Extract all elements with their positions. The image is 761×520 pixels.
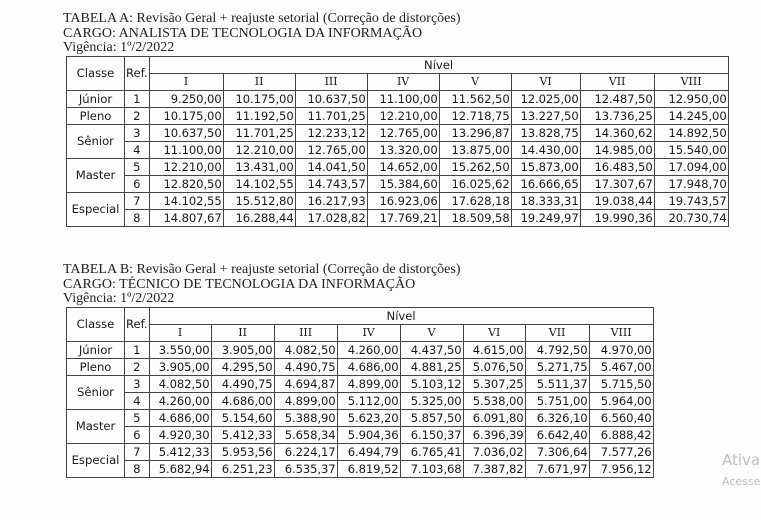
salary-cell: 3.905,00 [149, 358, 211, 375]
table-a-title: TABELA A: Revisão Geral + reajuste setorial (Correção de distorções) [63, 11, 461, 26]
salary-cell: 13.431,00 [223, 158, 295, 175]
salary-cell: 16.025,62 [439, 175, 511, 192]
level-header: II [223, 73, 295, 90]
level-header: VIII [589, 324, 653, 341]
salary-cell: 15.262,50 [439, 158, 511, 175]
class-cell: Sênior [67, 375, 125, 409]
salary-cell: 4.899,00 [274, 392, 337, 409]
salary-cell: 14.892,50 [654, 124, 728, 141]
salary-cell: 11.701,25 [295, 107, 367, 124]
table-row [67, 443, 654, 460]
salary-cell: 5.103,12 [400, 375, 463, 392]
table-a-vigencia: Vigência: 1º/2/2022 [63, 40, 175, 55]
table-row [67, 460, 654, 477]
ref-cell: 7 [125, 443, 150, 460]
classe-header: Classe [67, 56, 125, 90]
salary-cell: 14.102,55 [223, 175, 295, 192]
salary-cell: 6.251,23 [211, 460, 274, 477]
class-cell: Master [67, 158, 125, 192]
salary-cell: 10.175,00 [223, 90, 295, 107]
salary-cell: 11.701,25 [223, 124, 295, 141]
table-row [67, 358, 654, 375]
salary-cell: 19.743,57 [654, 192, 728, 209]
salary-cell: 5.112,00 [337, 392, 400, 409]
salary-cell: 12.487,50 [580, 90, 654, 107]
salary-cell: 10.637,50 [295, 90, 367, 107]
ref-cell: 3 [125, 124, 150, 141]
salary-cell: 16.217,93 [295, 192, 367, 209]
salary-cell: 5.682,94 [149, 460, 211, 477]
ref-cell: 7 [125, 192, 150, 209]
watermark-line-2: Acesse [722, 475, 761, 488]
salary-cell: 6.494,79 [337, 443, 400, 460]
salary-cell: 6.396,39 [463, 426, 525, 443]
table-b-body [67, 307, 654, 477]
table-row [67, 392, 654, 409]
ref-cell: 8 [125, 209, 150, 226]
table-b-vigencia: Vigência: 1º/2/2022 [63, 291, 175, 306]
ref-cell: 6 [125, 175, 150, 192]
table-row [67, 124, 729, 141]
table-row [67, 90, 729, 107]
salary-cell: 5.154,60 [211, 409, 274, 426]
salary-cell: 6.819,52 [337, 460, 400, 477]
level-header: I [149, 73, 223, 90]
salary-cell: 10.637,50 [149, 124, 223, 141]
salary-cell: 4.970,00 [589, 341, 653, 358]
salary-cell: 7.306,64 [525, 443, 589, 460]
salary-cell: 16.666,65 [511, 175, 580, 192]
table-a-body [67, 56, 729, 226]
salary-cell: 14.652,00 [367, 158, 439, 175]
salary-cell: 12.210,00 [367, 107, 439, 124]
salary-cell: 4.686,00 [149, 409, 211, 426]
salary-cell: 14.360,62 [580, 124, 654, 141]
salary-cell: 5.623,20 [337, 409, 400, 426]
ref-cell: 2 [125, 358, 150, 375]
table-a-section [63, 12, 729, 227]
salary-cell: 17.628,18 [439, 192, 511, 209]
salary-cell: 7.577,26 [589, 443, 653, 460]
salary-cell: 16.923,06 [367, 192, 439, 209]
salary-cell: 13.320,00 [367, 141, 439, 158]
salary-cell: 12.210,00 [149, 158, 223, 175]
salary-cell: 4.694,87 [274, 375, 337, 392]
salary-cell: 5.658,34 [274, 426, 337, 443]
salary-cell: 14.430,00 [511, 141, 580, 158]
level-header: VI [511, 73, 580, 90]
table-row [67, 375, 654, 392]
level-header: VI [463, 324, 525, 341]
salary-cell: 4.686,00 [337, 358, 400, 375]
salary-cell: 16.483,50 [580, 158, 654, 175]
salary-cell: 6.091,80 [463, 409, 525, 426]
salary-cell: 5.511,37 [525, 375, 589, 392]
salary-cell: 5.307,25 [463, 375, 525, 392]
table-row [67, 107, 729, 124]
table-row [67, 341, 654, 358]
level-header: II [211, 324, 274, 341]
salary-cell: 6.535,37 [274, 460, 337, 477]
salary-cell: 12.210,00 [223, 141, 295, 158]
salary-cell: 6.224,17 [274, 443, 337, 460]
salary-cell: 14.985,00 [580, 141, 654, 158]
nivel-header: Nível [149, 307, 653, 324]
salary-cell: 5.538,00 [463, 392, 525, 409]
salary-cell: 5.964,00 [589, 392, 653, 409]
salary-cell: 17.094,00 [654, 158, 728, 175]
ref-cell: 1 [125, 90, 150, 107]
salary-table-b [66, 307, 654, 478]
salary-table-a [66, 56, 729, 227]
class-cell: Júnior [67, 90, 125, 107]
nivel-header: Nível [149, 56, 728, 73]
level-header: VIII [654, 73, 728, 90]
salary-cell: 14.807,67 [149, 209, 223, 226]
salary-cell: 3.905,00 [211, 341, 274, 358]
class-cell: Especial [67, 192, 125, 226]
salary-cell: 14.041,50 [295, 158, 367, 175]
salary-cell: 15.540,00 [654, 141, 728, 158]
salary-cell: 4.490,75 [274, 358, 337, 375]
ref-header: Ref. [125, 56, 150, 90]
salary-cell: 5.715,50 [589, 375, 653, 392]
salary-cell: 15.384,60 [367, 175, 439, 192]
header-row [67, 56, 729, 73]
salary-cell: 13.736,25 [580, 107, 654, 124]
level-header: III [295, 73, 367, 90]
salary-cell: 11.562,50 [439, 90, 511, 107]
salary-cell: 13.875,00 [439, 141, 511, 158]
table-b-title: TABELA B: Revisão Geral + reajuste setorial (Correção de distorções) [63, 262, 461, 277]
salary-cell: 4.295,50 [211, 358, 274, 375]
salary-cell: 12.718,75 [439, 107, 511, 124]
salary-cell: 4.615,00 [463, 341, 525, 358]
salary-cell: 12.025,00 [511, 90, 580, 107]
salary-cell: 20.730,74 [654, 209, 728, 226]
salary-cell: 5.904,36 [337, 426, 400, 443]
ref-cell: 5 [125, 158, 150, 175]
ref-header: Ref. [125, 307, 150, 341]
ref-cell: 4 [125, 392, 150, 409]
class-cell: Pleno [67, 107, 125, 124]
table-row [67, 426, 654, 443]
salary-cell: 15.512,80 [223, 192, 295, 209]
level-header: VII [580, 73, 654, 90]
class-cell: Sênior [67, 124, 125, 158]
salary-cell: 5.271,75 [525, 358, 589, 375]
ref-cell: 8 [125, 460, 150, 477]
level-header: I [149, 324, 211, 341]
salary-cell: 15.873,00 [511, 158, 580, 175]
salary-cell: 7.103,68 [400, 460, 463, 477]
header-row [67, 307, 654, 324]
salary-cell: 18.509,58 [439, 209, 511, 226]
class-cell: Especial [67, 443, 125, 477]
salary-cell: 4.792,50 [525, 341, 589, 358]
salary-cell: 4.260,00 [337, 341, 400, 358]
salary-cell: 6.326,10 [525, 409, 589, 426]
salary-cell: 7.387,82 [463, 460, 525, 477]
salary-cell: 19.038,44 [580, 192, 654, 209]
level-header: IV [367, 73, 439, 90]
salary-cell: 7.036,02 [463, 443, 525, 460]
class-cell: Master [67, 409, 125, 443]
ref-cell: 5 [125, 409, 150, 426]
salary-cell: 12.950,00 [654, 90, 728, 107]
salary-cell: 4.437,50 [400, 341, 463, 358]
level-header: VII [525, 324, 589, 341]
salary-cell: 11.100,00 [367, 90, 439, 107]
ref-cell: 4 [125, 141, 150, 158]
salary-cell: 17.028,82 [295, 209, 367, 226]
salary-cell: 3.550,00 [149, 341, 211, 358]
salary-cell: 7.671,97 [525, 460, 589, 477]
table-row [67, 175, 729, 192]
ref-cell: 2 [125, 107, 150, 124]
salary-cell: 5.467,00 [589, 358, 653, 375]
salary-cell: 4.082,50 [274, 341, 337, 358]
salary-cell: 18.333,31 [511, 192, 580, 209]
salary-cell: 14.245,00 [654, 107, 728, 124]
salary-cell: 6.888,42 [589, 426, 653, 443]
salary-cell: 16.288,44 [223, 209, 295, 226]
salary-cell: 7.956,12 [589, 460, 653, 477]
salary-cell: 4.490,75 [211, 375, 274, 392]
level-header: V [439, 73, 511, 90]
salary-cell: 5.412,33 [149, 443, 211, 460]
salary-cell: 4.920,30 [149, 426, 211, 443]
table-row [67, 192, 729, 209]
level-header: IV [337, 324, 400, 341]
salary-cell: 4.686,00 [211, 392, 274, 409]
level-header: III [274, 324, 337, 341]
salary-cell: 13.828,75 [511, 124, 580, 141]
table-a-cargo: CARGO: ANALISTA DE TECNOLOGIA DA INFORMAÇÃO [63, 25, 423, 41]
salary-cell: 11.192,50 [223, 107, 295, 124]
salary-cell: 5.857,50 [400, 409, 463, 426]
salary-cell: 12.765,00 [295, 141, 367, 158]
table-b-section [63, 263, 654, 478]
levels-row [67, 324, 654, 341]
salary-cell: 4.899,00 [337, 375, 400, 392]
salary-cell: 5.953,56 [211, 443, 274, 460]
salary-cell: 19.990,36 [580, 209, 654, 226]
watermark-line-1: Ativa [722, 451, 761, 469]
salary-cell: 4.881,25 [400, 358, 463, 375]
salary-cell: 17.307,67 [580, 175, 654, 192]
table-b-cargo: CARGO: TÉCNICO DE TECNOLOGIA DA INFORMAÇÃO [63, 276, 416, 292]
salary-cell: 11.100,00 [149, 141, 223, 158]
salary-cell: 10.175,00 [149, 107, 223, 124]
class-cell: Júnior [67, 341, 125, 358]
table-row [67, 158, 729, 175]
ref-cell: 3 [125, 375, 150, 392]
salary-cell: 12.820,50 [149, 175, 223, 192]
salary-cell: 17.769,21 [367, 209, 439, 226]
salary-cell: 17.948,70 [654, 175, 728, 192]
level-header: V [400, 324, 463, 341]
classe-header: Classe [67, 307, 125, 341]
salary-cell: 6.150,37 [400, 426, 463, 443]
ref-cell: 6 [125, 426, 150, 443]
salary-cell: 5.412,33 [211, 426, 274, 443]
levels-row [67, 73, 729, 90]
salary-cell: 5.388,90 [274, 409, 337, 426]
salary-cell: 4.082,50 [149, 375, 211, 392]
class-cell: Pleno [67, 358, 125, 375]
salary-cell: 13.227,50 [511, 107, 580, 124]
salary-cell: 9.250,00 [149, 90, 223, 107]
salary-cell: 14.743,57 [295, 175, 367, 192]
table-row [67, 209, 729, 226]
salary-cell: 13.296,87 [439, 124, 511, 141]
salary-cell: 5.076,50 [463, 358, 525, 375]
table-row [67, 409, 654, 426]
salary-cell: 6.560,40 [589, 409, 653, 426]
ref-cell: 1 [125, 341, 150, 358]
salary-cell: 14.102,55 [149, 192, 223, 209]
salary-cell: 5.751,00 [525, 392, 589, 409]
salary-cell: 19.249,97 [511, 209, 580, 226]
salary-cell: 12.233,12 [295, 124, 367, 141]
table-row [67, 141, 729, 158]
salary-cell: 12.765,00 [367, 124, 439, 141]
salary-cell: 6.765,41 [400, 443, 463, 460]
salary-cell: 4.260,00 [149, 392, 211, 409]
salary-cell: 5.325,00 [400, 392, 463, 409]
salary-cell: 6.642,40 [525, 426, 589, 443]
